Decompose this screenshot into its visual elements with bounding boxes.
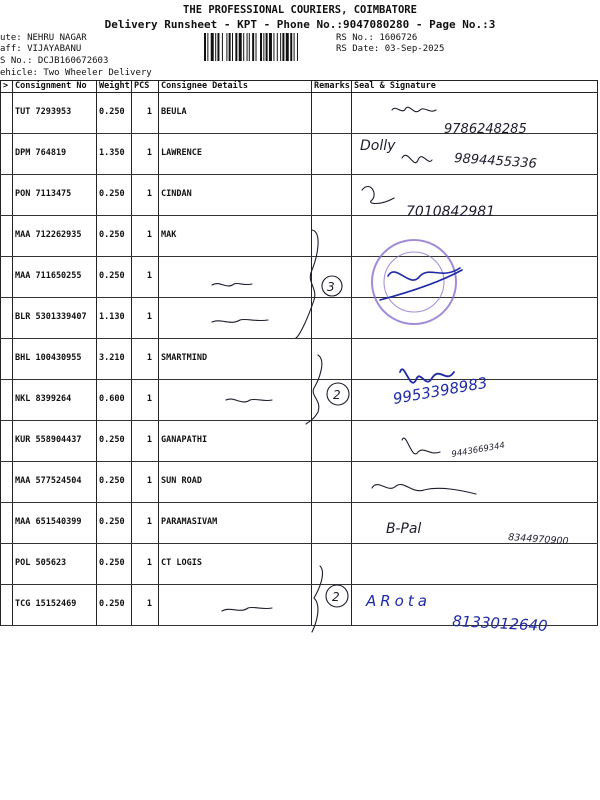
consignment-no-cell: BHL 100430955	[13, 339, 97, 380]
table-row	[1, 134, 598, 175]
table-row	[1, 380, 598, 421]
table-row	[1, 503, 598, 544]
signature-cell	[352, 462, 598, 503]
signature-cell	[352, 585, 598, 626]
hw-phone-4: 9953398983	[391, 373, 489, 408]
pcs-cell: 1	[132, 134, 159, 175]
table-row	[1, 216, 598, 257]
pcs-cell: 1	[132, 257, 159, 298]
consignment-no-cell: TUT 7293953	[13, 93, 97, 134]
consignee-cell: SUN ROAD	[159, 462, 312, 503]
consignment-no-cell: MAA 651540399	[13, 503, 97, 544]
col-pcs: PCS	[132, 81, 159, 93]
hw-name-dolly: Dolly	[360, 138, 396, 154]
pcs-cell: 1	[132, 216, 159, 257]
hw-phone-6: 8344970900	[507, 532, 569, 548]
weight-cell: 0.250	[97, 585, 132, 626]
consignment-no-cell: PON 7113475	[13, 175, 97, 216]
consignee-cell	[159, 380, 312, 421]
remarks-cell	[312, 175, 352, 216]
weight-cell: 0.250	[97, 421, 132, 462]
consignee-cell: LAWRENCE	[159, 134, 312, 175]
weight-cell: 1.130	[97, 298, 132, 339]
row-marker-cell	[1, 134, 13, 175]
signature-cell	[352, 339, 598, 380]
remarks-cell	[312, 298, 352, 339]
weight-cell: 0.250	[97, 544, 132, 585]
consignee-cell	[159, 298, 312, 339]
pcs-cell: 1	[132, 380, 159, 421]
consignee-cell: BEULA	[159, 93, 312, 134]
pcs-cell: 1	[132, 544, 159, 585]
consignment-no-cell: DPM 764819	[13, 134, 97, 175]
remarks-cell	[312, 380, 352, 421]
signature-cell	[352, 298, 598, 339]
weight-cell: 0.250	[97, 216, 132, 257]
consignee-cell: MAK	[159, 216, 312, 257]
signature-cell	[352, 380, 598, 421]
row-marker-cell	[1, 585, 13, 626]
rs-date: RS Date: 03-Sep-2025	[336, 44, 445, 54]
weight-cell: 0.250	[97, 93, 132, 134]
consignment-no-cell: MAA 577524504	[13, 462, 97, 503]
pcs-cell: 1	[132, 421, 159, 462]
pcs-cell: 1	[132, 298, 159, 339]
table-row	[1, 421, 598, 462]
table-row	[1, 585, 598, 626]
weight-cell: 0.250	[97, 257, 132, 298]
col-marker: >	[1, 81, 13, 93]
weight-cell: 0.250	[97, 503, 132, 544]
weight-cell: 3.210	[97, 339, 132, 380]
hw-name-arota: ARota	[366, 592, 431, 610]
hw-phone-7: 8133012640	[451, 612, 549, 635]
remarks-cell	[312, 93, 352, 134]
signature-cell	[352, 503, 598, 544]
runsheet-table	[0, 80, 598, 626]
table-row	[1, 93, 598, 134]
table-row	[1, 462, 598, 503]
weight-cell: 1.350	[97, 134, 132, 175]
row-marker-cell	[1, 93, 13, 134]
consignee-cell: SMARTMIND	[159, 339, 312, 380]
weight-cell: 0.600	[97, 380, 132, 421]
hw-phone-5: 9443669344	[450, 440, 506, 460]
signature-cell	[352, 421, 598, 462]
signature-cell	[352, 134, 598, 175]
remarks-cell	[312, 503, 352, 544]
drs-number: S No.: DCJB160672603	[0, 56, 109, 66]
barcode-image	[204, 33, 332, 61]
row-marker-cell	[1, 216, 13, 257]
pcs-cell: 1	[132, 175, 159, 216]
col-seal-signature: Seal & Signature	[352, 81, 598, 93]
row-marker-cell	[1, 503, 13, 544]
hw-count-2: 2	[333, 388, 341, 402]
hw-phone-2: 9894455336	[453, 151, 538, 172]
consignee-cell	[159, 585, 312, 626]
row-marker-cell	[1, 462, 13, 503]
signature-cell	[352, 216, 598, 257]
remarks-cell	[312, 421, 352, 462]
row-marker-cell	[1, 380, 13, 421]
table-row	[1, 257, 598, 298]
row-marker-cell	[1, 544, 13, 585]
consignee-cell: CINDAN	[159, 175, 312, 216]
staff-field: aff: VIJAYABANU	[0, 44, 82, 54]
remarks-cell	[312, 339, 352, 380]
pcs-cell: 1	[132, 503, 159, 544]
pcs-cell: 1	[132, 585, 159, 626]
consignment-no-cell: TCG 15152469	[13, 585, 97, 626]
col-consignee-details: Consignee Details	[159, 81, 312, 93]
col-consignment-no: Consignment No	[13, 81, 97, 93]
row-marker-cell	[1, 175, 13, 216]
signature-cell	[352, 257, 598, 298]
hw-count-1: 3	[327, 280, 335, 294]
pcs-cell: 1	[132, 462, 159, 503]
consignment-no-cell: MAA 711650255	[13, 257, 97, 298]
consignment-no-cell: NKL 8399264	[13, 380, 97, 421]
remarks-cell	[312, 585, 352, 626]
weight-cell: 0.250	[97, 462, 132, 503]
consignment-no-cell: POL 505623	[13, 544, 97, 585]
consignee-cell: PARAMASIVAM	[159, 503, 312, 544]
weight-cell: 0.250	[97, 175, 132, 216]
col-remarks: Remarks	[312, 81, 352, 93]
remarks-cell	[312, 462, 352, 503]
table-row	[1, 339, 598, 380]
pcs-cell: 1	[132, 93, 159, 134]
table-row	[1, 544, 598, 585]
table-row	[1, 298, 598, 339]
remarks-cell	[312, 257, 352, 298]
row-marker-cell	[1, 257, 13, 298]
consignment-no-cell: BLR 5301339407	[13, 298, 97, 339]
consignment-no-cell: MAA 712262935	[13, 216, 97, 257]
remarks-cell	[312, 544, 352, 585]
consignment-no-cell: KUR 558904437	[13, 421, 97, 462]
row-marker-cell	[1, 339, 13, 380]
remarks-cell	[312, 134, 352, 175]
consignee-cell	[159, 257, 312, 298]
pcs-cell: 1	[132, 339, 159, 380]
rs-number: RS No.: 1606726	[336, 33, 418, 43]
vehicle-field: ehicle: Two Wheeler Delivery	[0, 68, 152, 78]
remarks-cell	[312, 216, 352, 257]
hw-phone-1: 9786248285	[444, 122, 527, 137]
table-header-row	[1, 81, 598, 93]
hw-name-bpal: B-Pal	[386, 521, 422, 537]
col-weight: Weight	[97, 81, 132, 93]
route-field: ute: NEHRU NAGAR	[0, 33, 87, 43]
consignee-cell: GANAPATHI	[159, 421, 312, 462]
hw-count-3: 2	[332, 590, 340, 604]
table-row	[1, 175, 598, 216]
runsheet-title: Delivery Runsheet - KPT - Phone No.:9047080280 - Page No.:3	[104, 18, 496, 31]
signature-cell	[352, 175, 598, 216]
company-title: THE PROFESSIONAL COURIERS, COIMBATORE	[183, 4, 417, 16]
hw-phone-3: 7010842981	[406, 204, 496, 220]
consignee-cell: CT LOGIS	[159, 544, 312, 585]
signature-cell	[352, 93, 598, 134]
row-marker-cell	[1, 298, 13, 339]
signature-cell	[352, 544, 598, 585]
row-marker-cell	[1, 421, 13, 462]
